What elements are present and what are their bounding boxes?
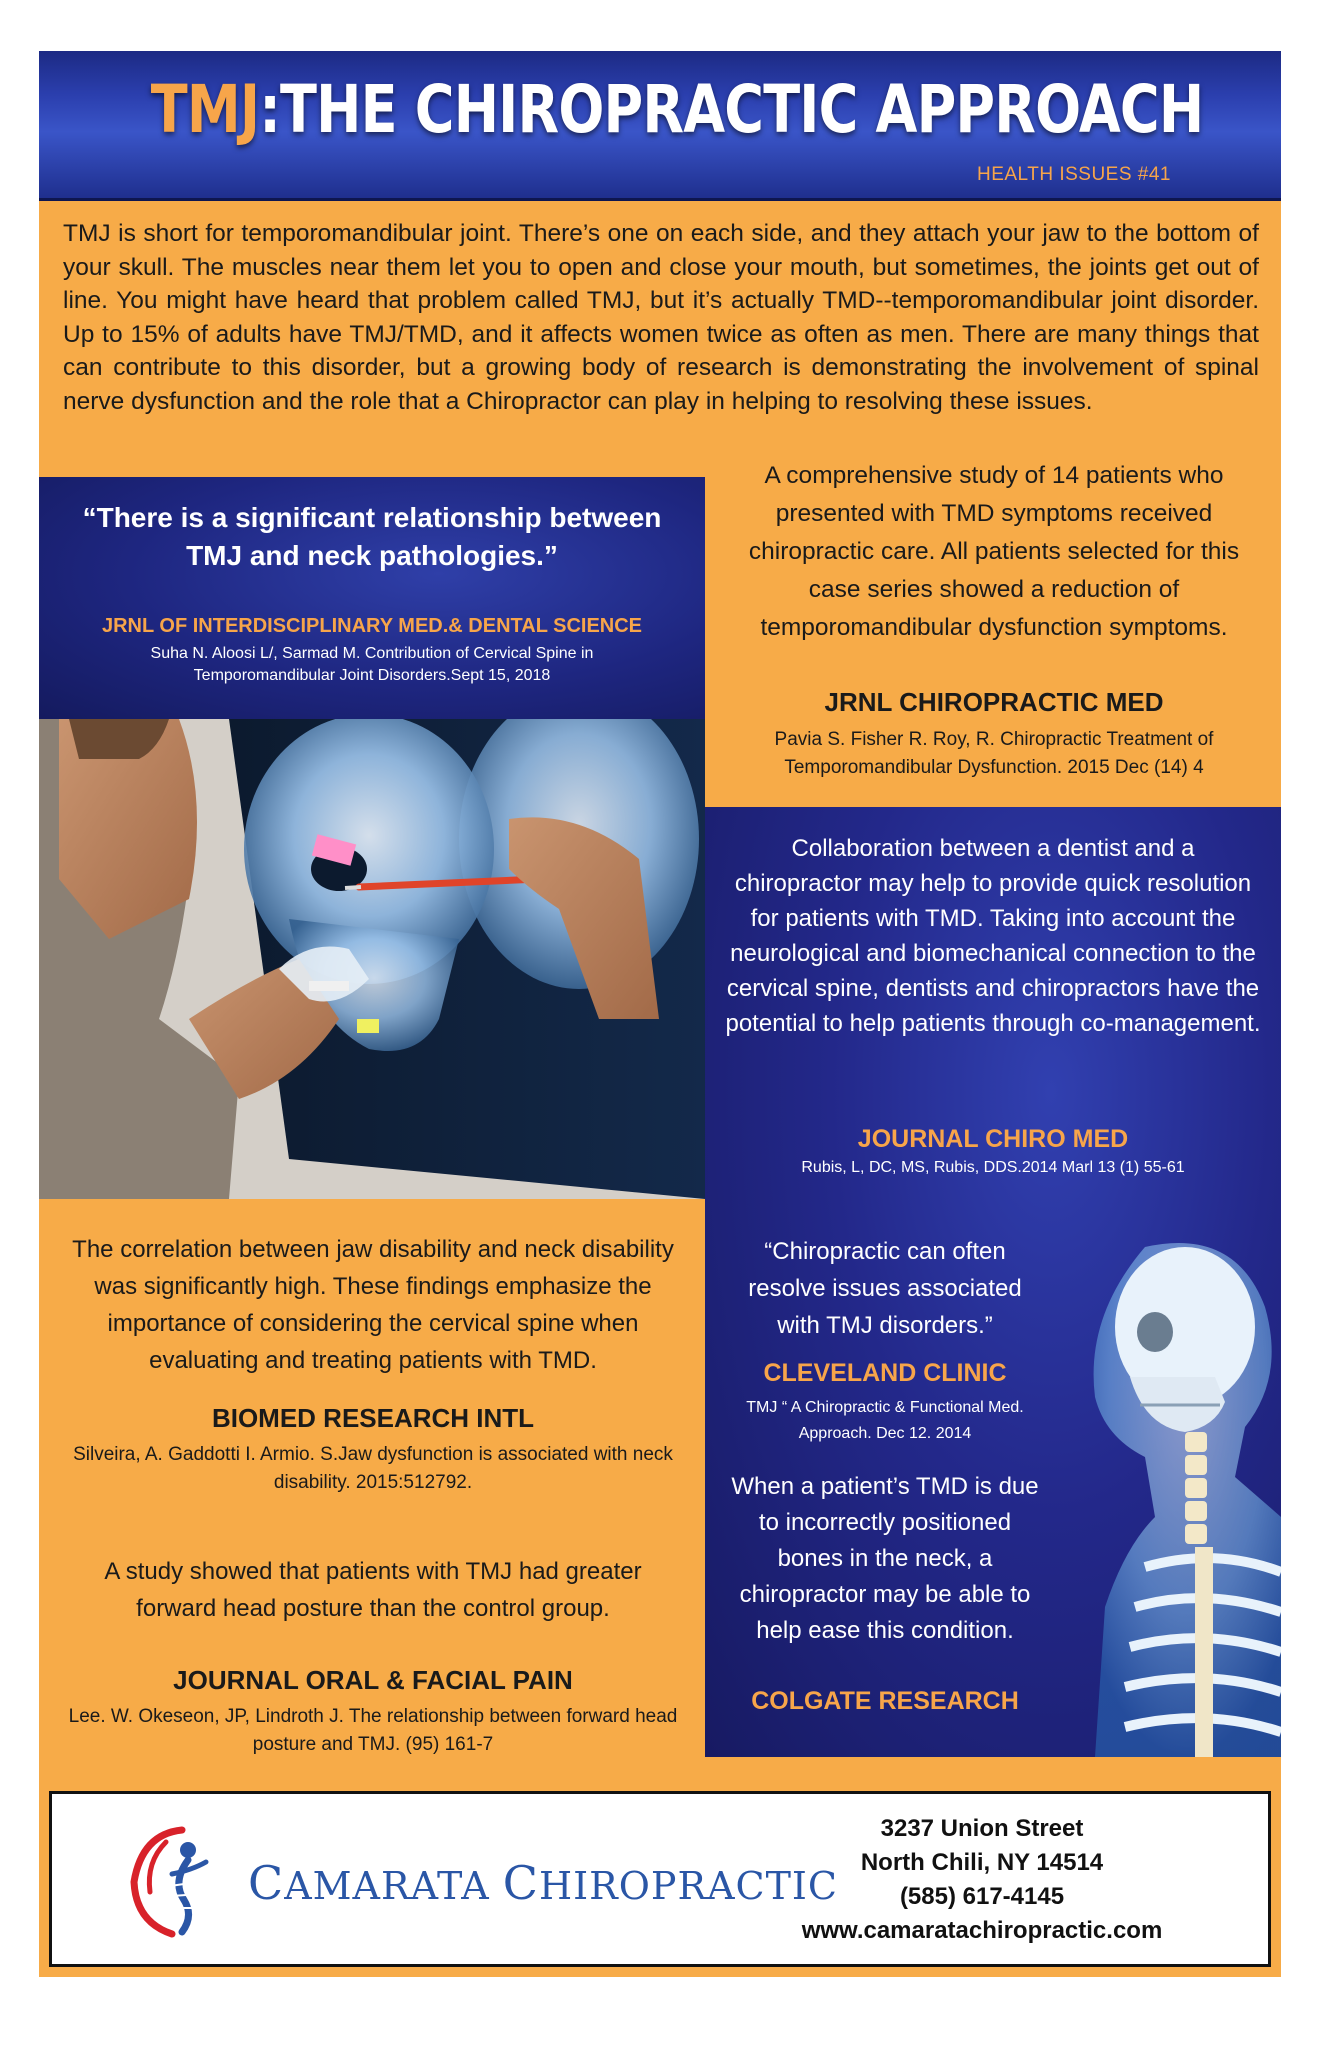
colgate-source: COLGATE RESEARCH: [751, 1687, 1019, 1715]
biomed-citation: Silveira, A. Gaddotti I. Armio. S.Jaw dysfunction is associated with neck disability. 2015:512792.: [73, 1444, 673, 1493]
address-block: [772, 1812, 1192, 1948]
title-rest: :THE CHIROPRACTIC APPROACH: [259, 71, 1204, 148]
xray-photo: [39, 719, 705, 1199]
page: [39, 51, 1281, 1977]
posture-paragraph: A study showed that patients with TMJ had greater forward head posture than the control group.: [104, 1558, 642, 1622]
colgate-paragraph: When a patient’s TMD is due to incorrectly positioned bones in the neck, a chiropractor may be able to help ease this condition.: [731, 1473, 1039, 1644]
oral-citation: Lee. W. Okeseon, JP, Lindroth J. The relationship between forward head posture and TMJ. (95) 161-7: [68, 1706, 678, 1755]
study-paragraph: A comprehensive study of 14 patients who presented with TMD symptoms received chiropractic care. All patients selected for this case series showed a reduction of temporomandibular dysfunction symptoms.: [748, 462, 1240, 641]
page-title: [150, 71, 1204, 148]
pull-quote: “There is a significant relationship between TMJ and neck pathologies.”: [82, 502, 662, 571]
brand-initial-1: C: [248, 1856, 285, 1910]
website-link[interactable]: www.camaratachiropractic.com: [801, 1917, 1163, 1944]
phone-number[interactable]: (585) 617-4145: [899, 1883, 1065, 1910]
study-source: JRNL CHIROPRACTIC MED: [824, 687, 1164, 717]
biomed-source: BIOMED RESEARCH INTL: [211, 1403, 535, 1433]
collaboration-source: JOURNAL CHIRO MED: [857, 1125, 1129, 1153]
header-banner: [39, 51, 1281, 201]
spine-figure-logo-icon: [122, 1822, 242, 1942]
quote-citation: Suha N. Aloosi L/, Sarmad M. Contribution of Cervical Spine in Temporomandibular Joint Disorders.Sept 15, 2018: [150, 645, 594, 684]
cleveland-quote: “Chiropractic can often resolve issues associated with TMJ disorders.”: [748, 1238, 1022, 1339]
correlation-paragraph: The correlation between jaw disability and neck disability was significantly high. These findings emphasize the importance of considering the cervical spine when evaluating and treating patients with TMD.: [72, 1236, 674, 1374]
oral-source: JOURNAL ORAL & FACIAL PAIN: [173, 1665, 573, 1695]
issue-label: HEALTH ISSUES #41: [976, 164, 1171, 185]
quote-box: [39, 477, 705, 719]
brand-name: [248, 1856, 838, 1910]
intro-paragraph: TMJ is short for temporomandibular joint. There’s one on each side, and they attach your jaw to the bottom of your skull. The muscles near them let you to open and close your mouth, but sometimes, the joints get out of line. You might have heard that problem called TMJ, but it’s actually TMD--temporomandibular joint disorder. Up to 15% of adults have TMJ/TMD, and it affects women twice as often as men. There are many things that can contribute to this disorder, but a growing body of research is demonstrating the involvement of spinal nerve dysfunction and the role that a Chiropractor can play in helping to resolving these issues.: [63, 220, 1259, 415]
study-citation: Pavia S. Fisher R. Roy, R. Chiropractic Treatment of Temporomandibular Dysfunction. 2015 Dec (14) 4: [774, 729, 1214, 778]
skeleton-illustration: [1035, 1227, 1281, 1757]
collaboration-citation: Rubis, L, DC, MS, Rubis, DDS.2014 Marl 13 (1) 55-61: [801, 1159, 1185, 1176]
footer-contact: [49, 1791, 1271, 1967]
street-address: 3237 Union Street: [880, 1815, 1084, 1842]
collaboration-paragraph: Collaboration between a dentist and a chiropractor may help to provide quick resolution for patients with TMD. Taking into account the neurological and biomechanical connection to the cervical spine, dentists and chiropractors have the potential to help patients through co-management.: [725, 835, 1261, 1037]
brand-initial-2: C: [502, 1856, 539, 1910]
city-state-zip: North Chili, NY 14514: [860, 1849, 1104, 1876]
cleveland-source: CLEVELAND CLINIC: [763, 1359, 1007, 1387]
brand-word-1: AMARATA: [284, 1864, 503, 1908]
cleveland-citation: TMJ “ A Chiropractic & Functional Med. Approach. Dec 12. 2014: [746, 1399, 1024, 1442]
brand-word-2: HIROPRACTIC: [538, 1864, 839, 1908]
research-panel: [705, 807, 1281, 1757]
quote-source: JRNL OF INTERDISCIPLINARY MED.& DENTAL SCIENCE: [101, 615, 643, 637]
title-accent: TMJ: [150, 71, 260, 148]
xray-photo-illustration: [39, 719, 705, 1199]
